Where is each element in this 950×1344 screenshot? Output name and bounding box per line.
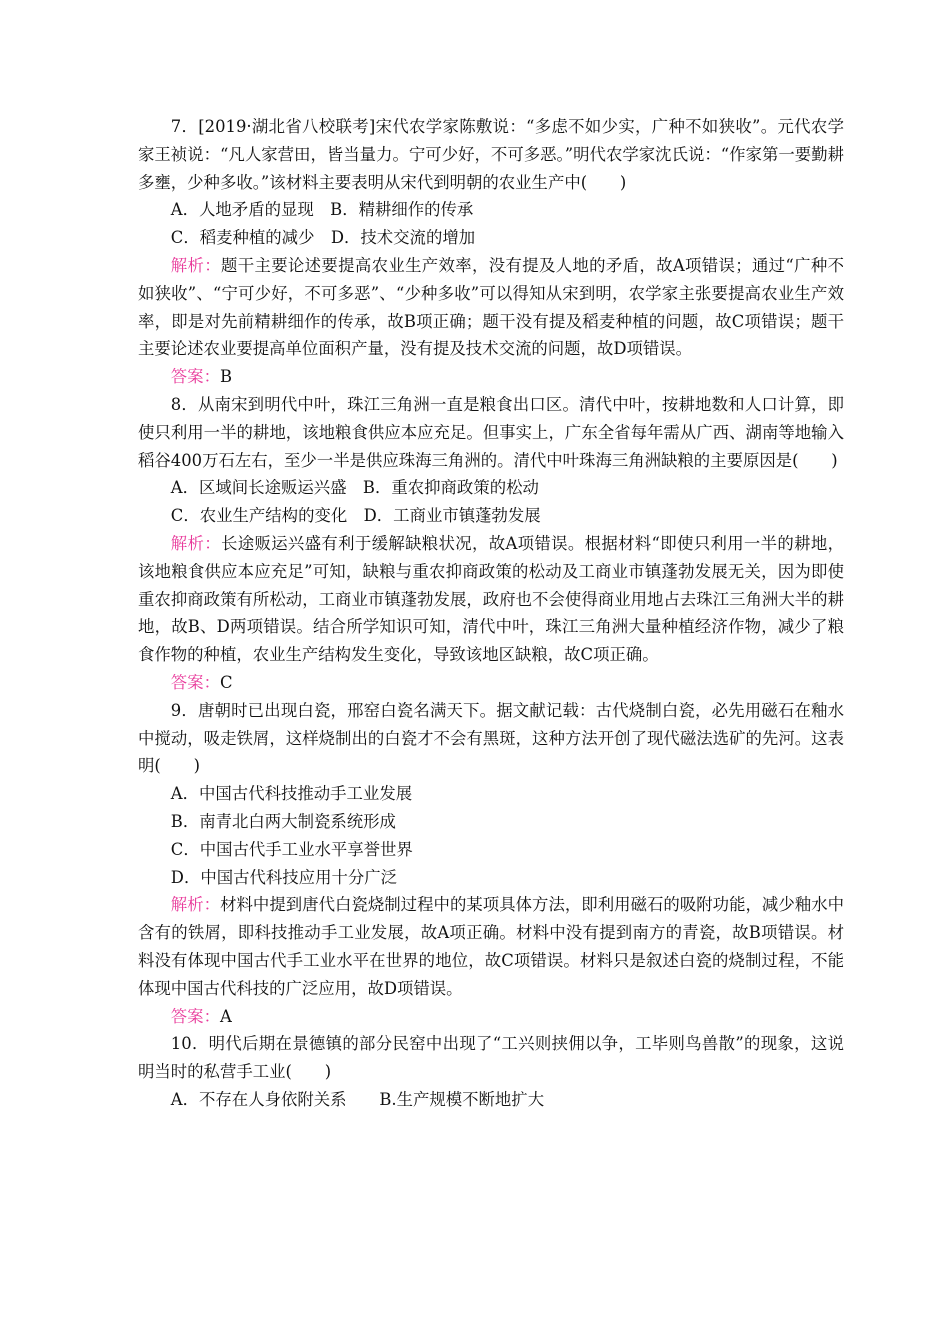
question-8-analysis <box>138 530 844 669</box>
question-8-answer <box>138 669 844 697</box>
answer-label: 答案： <box>170 1006 220 1026</box>
question-9-option-d: D．中国古代科技应用十分广泛 <box>170 867 398 887</box>
question-7-options-line-1: A．人地矛盾的显现 B．精耕细作的传承 <box>170 200 474 220</box>
question-9-analysis <box>138 891 844 1002</box>
question-9-option-a: A．中国古代科技推动手工业发展 <box>170 784 413 804</box>
analysis-text: 材料中提到唐代白瓷烧制过程中的某项具体方法，即利用磁石的吸附功能，减少釉水中含有的铁屑，即科技推动手工业发展，故A项正确。材料中没有提到南方的青瓷，故B项错误。材料没有体现中国古代手工业水平在世界的地位，故C项错误。材料只是叙述白瓷的烧制过程，不能体现中国古代科技的广泛应用，故D项错误。 <box>138 895 845 998</box>
analysis-text: 题干主要论述要提高农业生产效率，没有提及人地的矛盾，故A项错误；通过“广种不如狭收”、“宁可少好，不可多恶”、“少种多收”可以得知从宋到明，农学家主张要提高农业生产效率，即是对先前精耕细作的传承，故B项正确；题干没有提及稻麦种植的问题，故C项错误；题干主要论述农业要提高单位面积产量，没有提及技术交流的问题，故D项错误。 <box>138 255 844 359</box>
question-8-options-line-1: A．区域间长途贩运兴盛 B．重农抑商政策的松动 <box>170 478 539 498</box>
question-7-stem: 7．[2019·湖北省八校联考]宋代农学家陈敷说：“多虑不如少实，广种不如狭收”。元代农学家王祯说：“凡人家营田，皆当量力。宁可少好，不可多恶。”明代农学家沈氏说：“作家第一要勤耕多壅，少种多收。”该材料主要表明从宋代到明朝的农业生产中( ) <box>138 117 844 192</box>
question-8-stem: 8．从南宋到明代中叶，珠江三角洲一直是粮食出口区。清代中叶，按耕地数和人口计算，即使只利用一半的耕地，该地粮食供应本应充足。但事实上，广东全省每年需从广西、湖南等地输入稻谷400万石左右，至少一半是供应珠海三角洲的。清代中叶珠海三角洲缺粮的主要原因是( ) <box>138 394 844 470</box>
analysis-label: 解析： <box>170 895 221 915</box>
question-9-answer <box>138 1003 844 1031</box>
question-9-stem: 9．唐朝时已出现白瓷，邢窑白瓷名满天下。据文献记载：古代烧制白瓷，必先用磁石在釉水中搅动，吸走铁屑，这样烧制出的白瓷才不会有黑斑，这种方法开创了现代磁法选矿的先河。这表明( ) <box>138 700 844 776</box>
question-7-analysis <box>138 252 844 363</box>
question-7-options-line-2: C．稻麦种植的减少 D．技术交流的增加 <box>170 228 476 248</box>
question-9-option-c: C．中国古代手工业水平享誉世界 <box>170 839 413 859</box>
answer-label: 答案： <box>170 367 220 387</box>
question-8-options-line-2: C．农业生产结构的变化 D．工商业市镇蓬勃发展 <box>170 506 541 526</box>
analysis-text: 长途贩运兴盛有利于缓解缺粮状况，故A项错误。根据材料“即使只利用一半的耕地，该地粮食供应本应充足”可知，缺粮与重农抑商政策的松动及工商业市镇蓬勃发展无关，因为即使重农抑商政策有所松动，工商业市镇蓬勃发展，政府也不会使得商业用地占去珠江三角洲大半的耕地，故B、D两项错误。结合所学知识可知，清代中叶，珠江三角洲大量种植经济作物，减少了粮食作物的种植，农业生产结构发生变化，导致该地区缺粮，故C项正确。 <box>138 533 844 665</box>
question-10-options-line-1: A．不存在人身依附关系 B.生产规模不断地扩大 <box>170 1089 545 1109</box>
question-7-answer <box>138 363 844 391</box>
answer-value: B <box>219 367 233 387</box>
analysis-label: 解析： <box>170 255 221 275</box>
analysis-label: 解析： <box>170 533 221 553</box>
answer-label: 答案： <box>170 672 220 692</box>
question-9-option-b: B．南青北白两大制瓷系统形成 <box>170 811 396 831</box>
question-10-stem: 10．明代后期在景德镇的部分民窑中出现了“工兴则挟佣以争，工毕则鸟兽散”的现象，这说明当时的私营手工业( ) <box>138 1034 844 1082</box>
answer-value: A <box>219 1006 232 1026</box>
answer-value: C <box>219 672 233 692</box>
